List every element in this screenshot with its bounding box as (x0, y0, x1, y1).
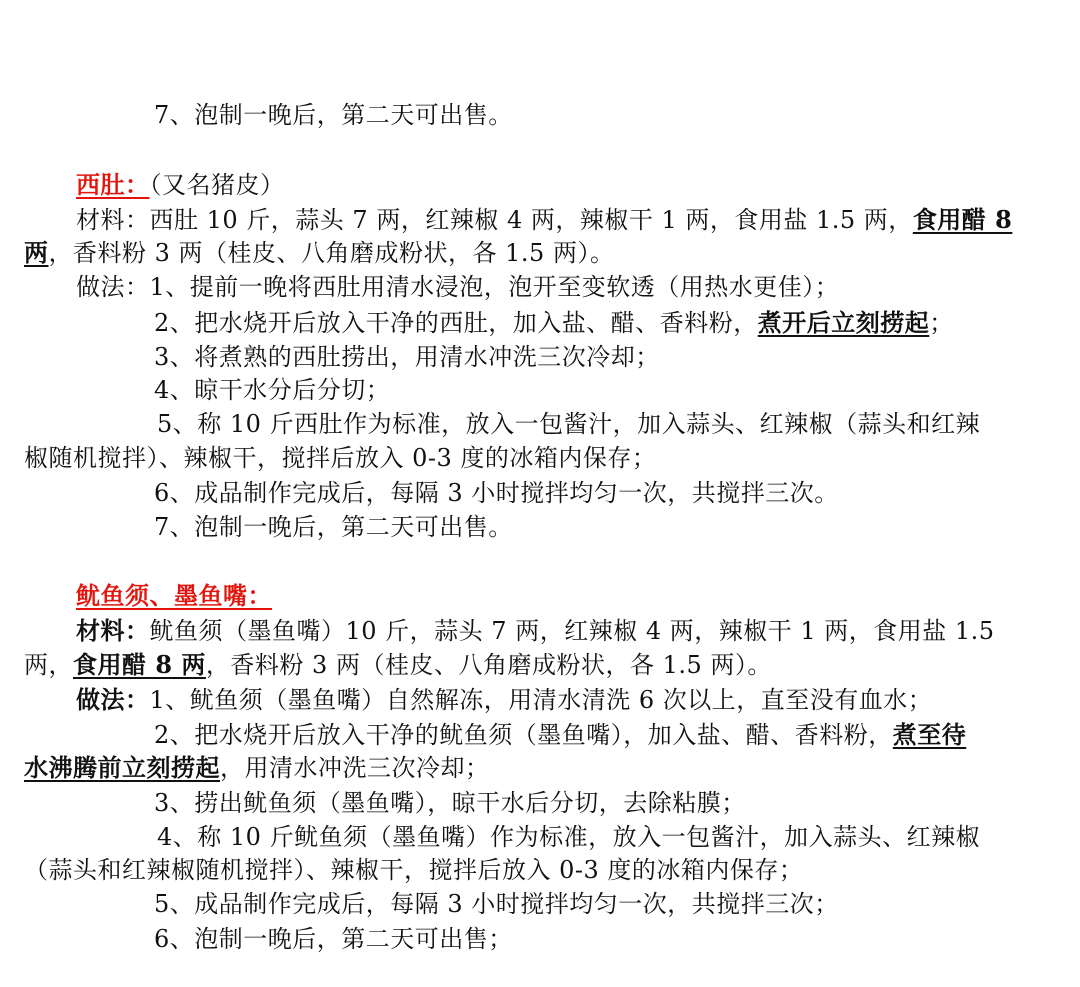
squid-step-4-line-2: （蒜头和红辣椒随机搅拌）、辣椒干，搅拌后放入 0-3 度的冰箱内保存； (24, 856, 804, 884)
squid-heading (76, 579, 272, 613)
xidu-step-7: 7、泡制一晚后，第二天可出售。 (154, 513, 513, 541)
xidu-method-line-1 (76, 270, 839, 304)
squid-step-2-end: ，用清水冲洗三次冷却； (220, 754, 490, 782)
squid-materials-line-2 (24, 648, 772, 682)
xidu-subtitle: （又名猪皮） (149, 171, 285, 199)
squid-step-3: 3、捞出鱿鱼须（墨鱼嘴），晾干水后分切，去除粘膜； (154, 789, 746, 817)
squid-step-4-line-1: 4、称 10 斤鱿鱼须（墨鱼嘴）作为标准，放入一包酱汁，加入蒜头、红辣椒 (157, 823, 981, 851)
xidu-heading (76, 168, 285, 202)
squid-method-line-1 (76, 683, 932, 717)
xidu-step-5-line-2: 椒随机搅拌）、辣椒干，搅拌后放入 0-3 度的冰箱内保存； (24, 444, 657, 472)
xidu-materials-line-2 (24, 236, 614, 270)
xidu-materials-text-1: 西肚 10 斤，蒜头 7 两，红辣椒 4 两，辣椒干 1 两，食用盐 1.5 两， (149, 206, 913, 234)
squid-step-2-text: 2、把水烧开后放入干净的鱿鱼须（墨鱼嘴），加入盐、醋、香料粉， (154, 721, 893, 749)
squid-materials-text-2a: 两， (24, 651, 73, 679)
xidu-step-5-line-1: 5、称 10 斤西肚作为标准，放入一包酱汁，加入蒜头、红辣椒（蒜头和红辣 (157, 410, 981, 438)
xidu-step-4: 4、晾干水分后分切； (154, 376, 391, 404)
intro-step-7: 7、泡制一晚后，第二天可出售。 (154, 101, 513, 129)
xidu-materials-label: 材料： (76, 206, 150, 234)
xidu-step-1: 1、提前一晚将西肚用清水浸泡，泡开至变软透（用热水更佳）； (149, 273, 840, 301)
xidu-method-label: 做法： (76, 273, 150, 301)
xidu-step-2-bold: 煮开后立刻捞起 (757, 308, 930, 337)
xidu-step-2-text: 2、把水烧开后放入干净的西肚，加入盐、醋、香料粉， (154, 309, 758, 337)
squid-materials-text-1: 鱿鱼须（墨鱼嘴）10 斤，蒜头 7 两，红辣椒 4 两，辣椒干 1 两，食用盐 1.5 (149, 617, 995, 645)
squid-step-6: 6、泡制一晚后，第二天可出售； (154, 925, 513, 953)
squid-step-2-bold-2: 水沸腾前立刻捞起 (24, 753, 220, 782)
squid-step-2-line-2 (24, 751, 490, 785)
xidu-step-2-end: ； (929, 309, 954, 337)
squid-vinegar-bold: 食用醋 8 两 (73, 650, 206, 679)
xidu-materials-text-2: ，香料粉 3 两（桂皮、八角磨成粉状，各 1.5 两）。 (48, 239, 615, 267)
xidu-title: 西肚： (76, 170, 150, 199)
xidu-vinegar-bold-1: 食用醋 8 (912, 205, 1013, 234)
squid-method-label: 做法： (76, 685, 150, 714)
xidu-vinegar-bold-2: 两 (24, 238, 49, 267)
squid-step-2-line-1 (154, 718, 966, 752)
xidu-step-2 (154, 306, 954, 340)
squid-step-1: 1、鱿鱼须（墨鱼嘴）自然解冻，用清水清洗 6 次以上，直至没有血水； (149, 686, 933, 714)
xidu-step-3: 3、将煮熟的西肚捞出，用清水冲洗三次冷却； (154, 343, 660, 371)
xidu-step-6: 6、成品制作完成后，每隔 3 小时搅拌均匀一次，共搅拌三次。 (154, 479, 839, 507)
squid-materials-text-2b: ，香料粉 3 两（桂皮、八角磨成粉状，各 1.5 两）。 (205, 651, 772, 679)
squid-title: 鱿鱼须、墨鱼嘴： (76, 581, 272, 610)
xidu-materials-line-1 (76, 203, 1012, 237)
squid-materials-line-1 (76, 614, 995, 648)
squid-step-2-bold-1: 煮至待 (892, 720, 967, 749)
squid-materials-label: 材料： (76, 616, 150, 645)
squid-step-5: 5、成品制作完成后，每隔 3 小时搅拌均匀一次，共搅拌三次； (154, 890, 839, 918)
